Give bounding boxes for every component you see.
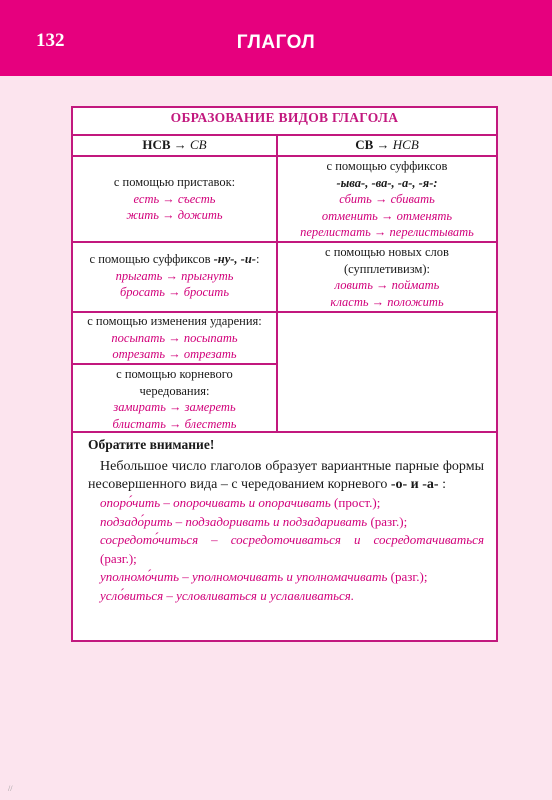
cell-prefixes: с помощью приставок: есть → съесть жить → дожить xyxy=(113,175,236,222)
cell-perfective-suffixes: с помощью суффиксов -ну-, -и-: прыгать → прыгнуть бросать → бросить xyxy=(89,252,260,299)
attention-note xyxy=(88,437,484,605)
note-example: уполномо́чить – уполномочивать и уполномачивать (разг.); xyxy=(100,569,428,584)
cell-stress-change: с помощью изменения ударения: посыпать → посыпать отрезать → отрезать xyxy=(87,314,262,361)
table-title: ОБРАЗОВАНИЕ ВИДОВ ГЛАГОЛА xyxy=(170,110,399,125)
chapter-title: ГЛАГОЛ xyxy=(236,32,316,53)
note-title: Обратите внимание! xyxy=(88,437,215,452)
page-header xyxy=(0,0,552,76)
note-example: подзадо́рить – подзадоривать и подзадаривать (разг.); xyxy=(100,513,408,529)
cell-imperfective-suffixes: с помощью суффиксов -ыва-, -ва-, -а-, -я-: сбить → сбивать отменить → отменять перелистать → перелистывать xyxy=(300,159,474,239)
note-paragraph: Небольшое число глаголов образует вариантные парные формы несовершенного вида – с чередованием корневого -о- и -а- : xyxy=(88,459,484,492)
footer-mark: // xyxy=(8,784,13,793)
note-example: опоро́чить – опорочивать и опорачивать (прост.); xyxy=(100,495,381,510)
column-header-nsv-sv: НСВ → СВ xyxy=(142,137,207,152)
cell-root-alternation: с помощью корневого чередования: замирать → замереть блистать → блестеть xyxy=(112,367,237,431)
cell-suppletivism: с помощью новых слов (супплетивизм): ловить → поймать класть → положить xyxy=(325,245,449,309)
note-example: усло́виться – условливаться и уславливаться. xyxy=(100,587,355,603)
column-header-sv-nsv: СВ → НСВ xyxy=(355,137,419,152)
note-example: сосредото́читься – сосредоточиваться и сосредотачиваться (разг.); xyxy=(100,532,484,566)
page-number: 132 xyxy=(36,30,65,51)
